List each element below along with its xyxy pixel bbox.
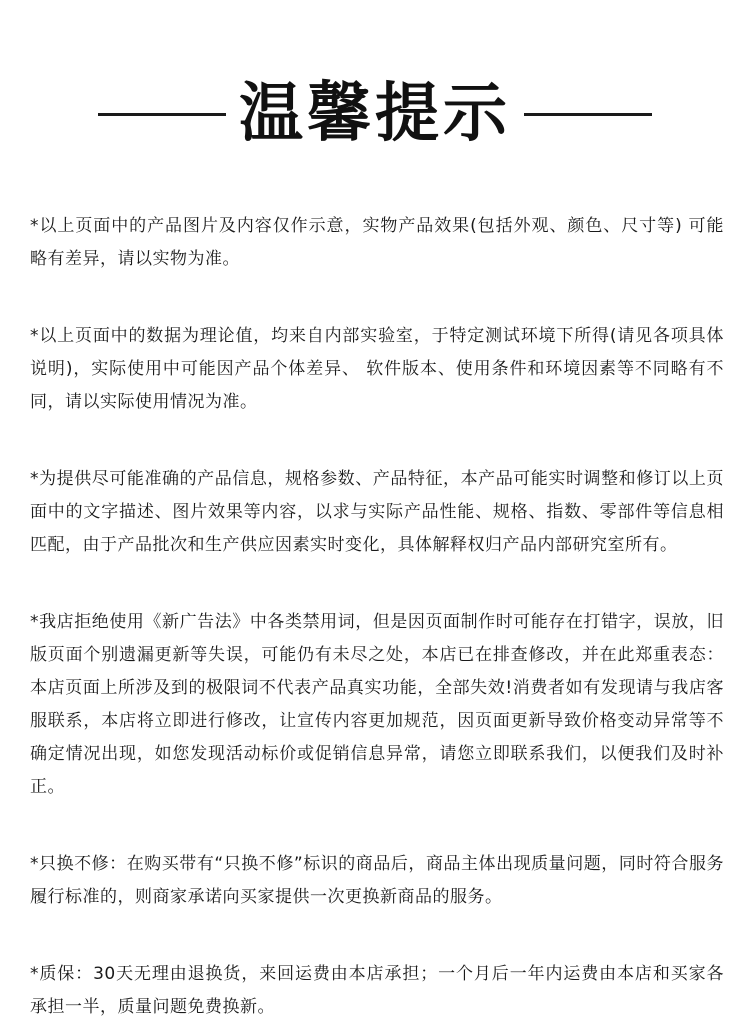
page-header [0, 70, 750, 160]
notice-warranty: *质保：30天无理由退换货，来回运费由本店承担；一个月后一年内运费由本店和买家各承担一半，质量问题免费换新。 [30, 964, 724, 1017]
title-right-divider [524, 113, 652, 116]
notice-theoretical-data: *以上页面中的数据为理论值，均来自内部实验室，于特定测试环境下所得(请见各项具体说明)，实际使用中可能因产品个体差异、 软件版本、使用条件和环境因素等不同略有不同，请以实际使用情况为准。 [30, 326, 724, 412]
notice-advertising-law: *我店拒绝使用《新广告法》中各类禁用词，但是因页面制作时可能存在打错字，误放，旧版页面个别遗漏更新等失误，可能仍有未尽之处，本店已在排查修改，并在此郑重表态：本店页面上所涉及到的极限词不代表产品真实功能，全部失效!消费者如有发现请与我店客服联系，本店将立即进行修改，让宣传内容更加规范，因页面更新导致价格变动异常等不确定情况出现，如您发现活动标价或促销信息异常，请您立即联系我们，以便我们及时补正。 [30, 612, 724, 797]
notice-product-images: *以上页面中的产品图片及内容仅作示意，实物产品效果(包括外观、颜色、尺寸等) 可能略有差异，请以实物为准。 [30, 216, 724, 269]
page-title: 温馨提示 [239, 77, 511, 151]
notice-list [30, 210, 724, 1024]
notice-exchange-only: *只换不修：在购买带有“只换不修”标识的商品后，商品主体出现质量问题，同时符合服务履行标准的，则商家承诺向买家提供一次更换新商品的服务。 [30, 854, 724, 907]
notice-info-revision: *为提供尽可能准确的产品信息，规格参数、产品特征，本产品可能实时调整和修订以上页面中的文字描述、图片效果等内容，以求与实际产品性能、规格、指数、零部件等信息相匹配，由于产品批次和生产供应因素实时变化，具体解释权归产品内部研究室所有。 [30, 469, 724, 555]
